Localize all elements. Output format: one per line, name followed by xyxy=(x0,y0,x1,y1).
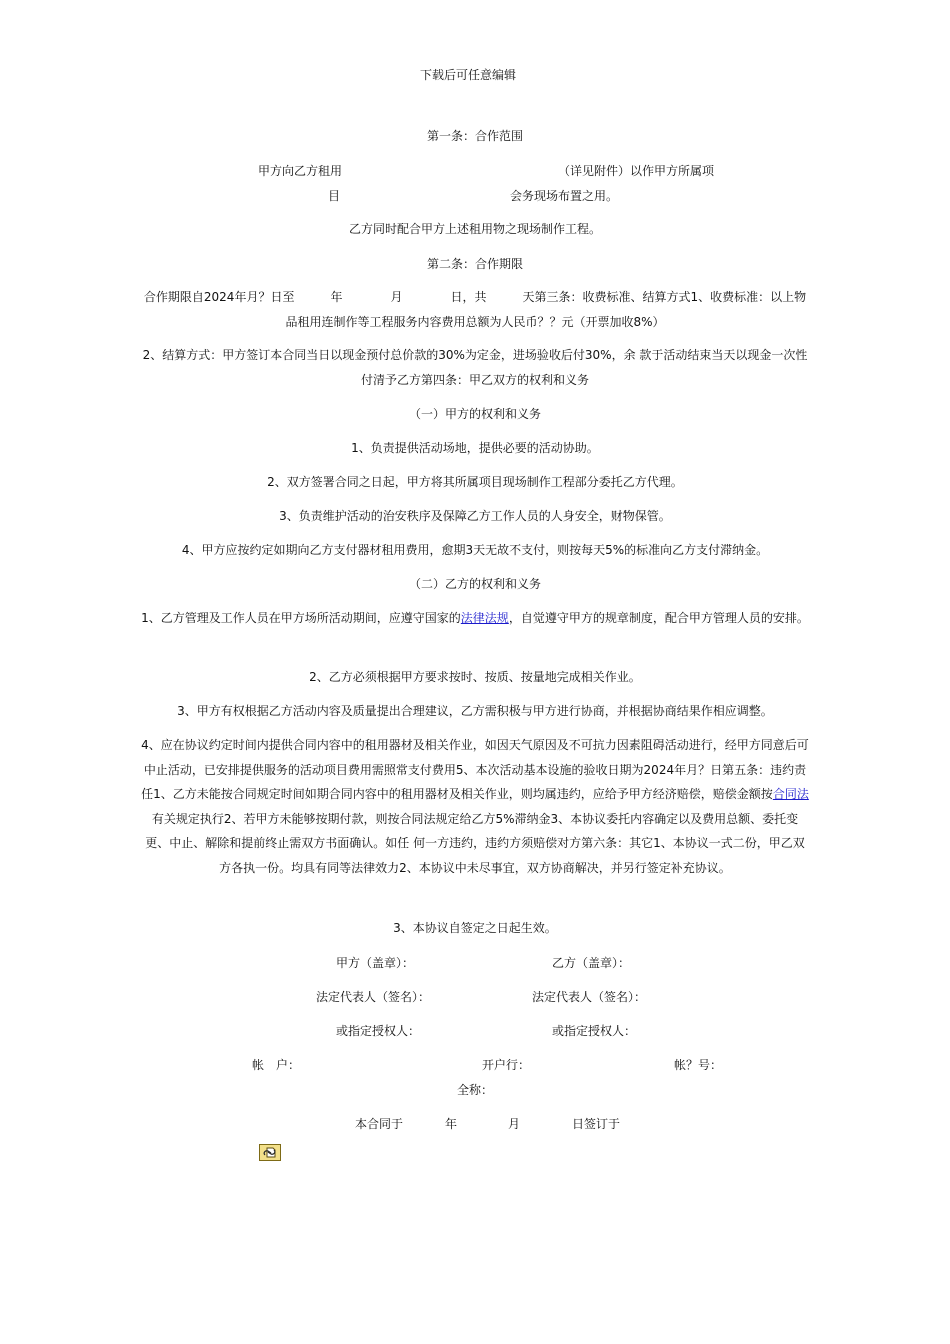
partyB-item4-text-b: 有关规定执行2、若甲方未能够按期付款，则按合同法规定给乙方5%滞纳金3、本协议委托内容确定以及费用总额、委托变更、中止、解除和提前终止需双方书面确认。如任 何一方违约，违约方须赔偿对方第六条：其它1、本协议一式二份，甲乙双方各执一份。均具有同等法律效力2、本协议中未尽事宜，双方协商解决，并另行签定补充协议。 xyxy=(145,811,805,875)
article2-paragraph1: 合作期限自2024年月？日至 年 月 日，共 天第三条：收费标准、结算方式1、收费标准：以上物品租用连制作等工程服务内容费用总额为人民币？？元（开票加收8%） xyxy=(143,290,807,329)
partyB-item4 xyxy=(140,733,810,880)
party-b-seal-label: 乙方（盖章）： xyxy=(552,956,631,970)
partyA-title: （一）甲方的权利和义务 xyxy=(408,407,541,421)
partyA-item2: 2、双方签署合同之日起，甲方将其所属项目现场制作工程部分委托乙方代理。 xyxy=(267,475,683,489)
bank-label: 开户行： xyxy=(482,1058,531,1072)
article1-line2-right: 会务现场布置之用。 xyxy=(510,189,619,203)
partyB-item5: 3、本协议自签定之日起生效。 xyxy=(393,921,557,935)
document-link-icon[interactable] xyxy=(259,1144,281,1161)
article1-line1-left: 甲方向乙方租用 xyxy=(258,164,343,178)
partyB-item2: 2、乙方必须根据甲方要求按时、按质、按量地完成相关作业。 xyxy=(309,670,641,684)
fullname-label: 全称： xyxy=(457,1083,494,1097)
partyB-item4-text-a: 4、应在协议约定时间内提供合同内容中的租用器材及相关作业，如因天气原因及不可抗力因素阻碍活动进行，经甲方同意后可中止活动，已安排提供服务的活动项目费用需照常支付费用5、本次活动基本设施的验收日期为2024年月？日第五条：违约责任1、乙方未能按合同规定时间如期合同内容中的租用器材及相关作业，则均属违约，应给予甲方经济赔偿，赔偿金额按 xyxy=(141,738,809,801)
signing-date-day: 日签订于 xyxy=(572,1117,621,1131)
signing-date-month: 月 xyxy=(508,1117,521,1131)
party-b-rep-label: 法定代表人（签名）： xyxy=(532,990,647,1004)
partyB-item1-text-b: ，自觉遵守甲方的规章制度，配合甲方管理人员的安排。 xyxy=(508,611,809,625)
article2-paragraph2: 2、结算方式：甲方签订本合同当日以现金预付总价款的30%为定金，进场验收后付30%，余 款于活动结束当天以现金一次性付清予乙方第四条：甲乙双方的权利和义务 xyxy=(142,348,808,387)
article1-line3: 乙方同时配合甲方上述租用物之现场制作工程。 xyxy=(348,222,601,236)
party-a-rep-label: 法定代表人（签名）： xyxy=(316,990,431,1004)
partyB-item3: 3、甲方有权根据乙方活动内容及质量提出合理建议，乙方需积极与甲方进行协商，并根据协商结果作相应调整。 xyxy=(177,704,773,718)
article1-title: 第一条：合作范围 xyxy=(426,129,523,143)
party-a-auth-label: 或指定授权人： xyxy=(336,1024,421,1038)
partyB-title: （二）乙方的权利和义务 xyxy=(408,577,541,591)
party-b-auth-label: 或指定授权人： xyxy=(552,1024,637,1038)
signing-date-year: 年 xyxy=(445,1117,458,1131)
partyA-item4: 4、甲方应按约定如期向乙方支付器材租用费用，愈期3天无故不支付，则按每天5%的标准向乙方支付滞纳金。 xyxy=(181,543,769,557)
partyB-item1-text-a: 1、乙方管理及工作人员在甲方场所活动期间，应遵守国家的 xyxy=(141,611,461,625)
party-a-seal-label: 甲方（盖章）： xyxy=(336,956,415,970)
header-note: 下载后可任意编辑 xyxy=(420,68,517,82)
partyA-item3: 3、负责维护活动的治安秩序及保障乙方工作人员的人身安全，财物保管。 xyxy=(279,509,671,523)
article1-line1-right: （详见附件）以作甲方所属项 xyxy=(558,164,715,178)
signing-date-prefix: 本合同于 xyxy=(355,1117,404,1131)
account-label: 帐 户： xyxy=(252,1058,301,1072)
article1-line2-left: 目 xyxy=(328,189,341,203)
contract-law-link[interactable]: 合同法 xyxy=(772,787,809,801)
law-link[interactable]: 法律法规 xyxy=(460,611,509,625)
account-number-label: 帐？号： xyxy=(674,1058,723,1072)
article2-title: 第二条：合作期限 xyxy=(426,257,523,271)
partyA-item1: 1、负责提供活动场地，提供必要的活动协助。 xyxy=(351,441,599,455)
partyB-item1 xyxy=(140,606,810,631)
